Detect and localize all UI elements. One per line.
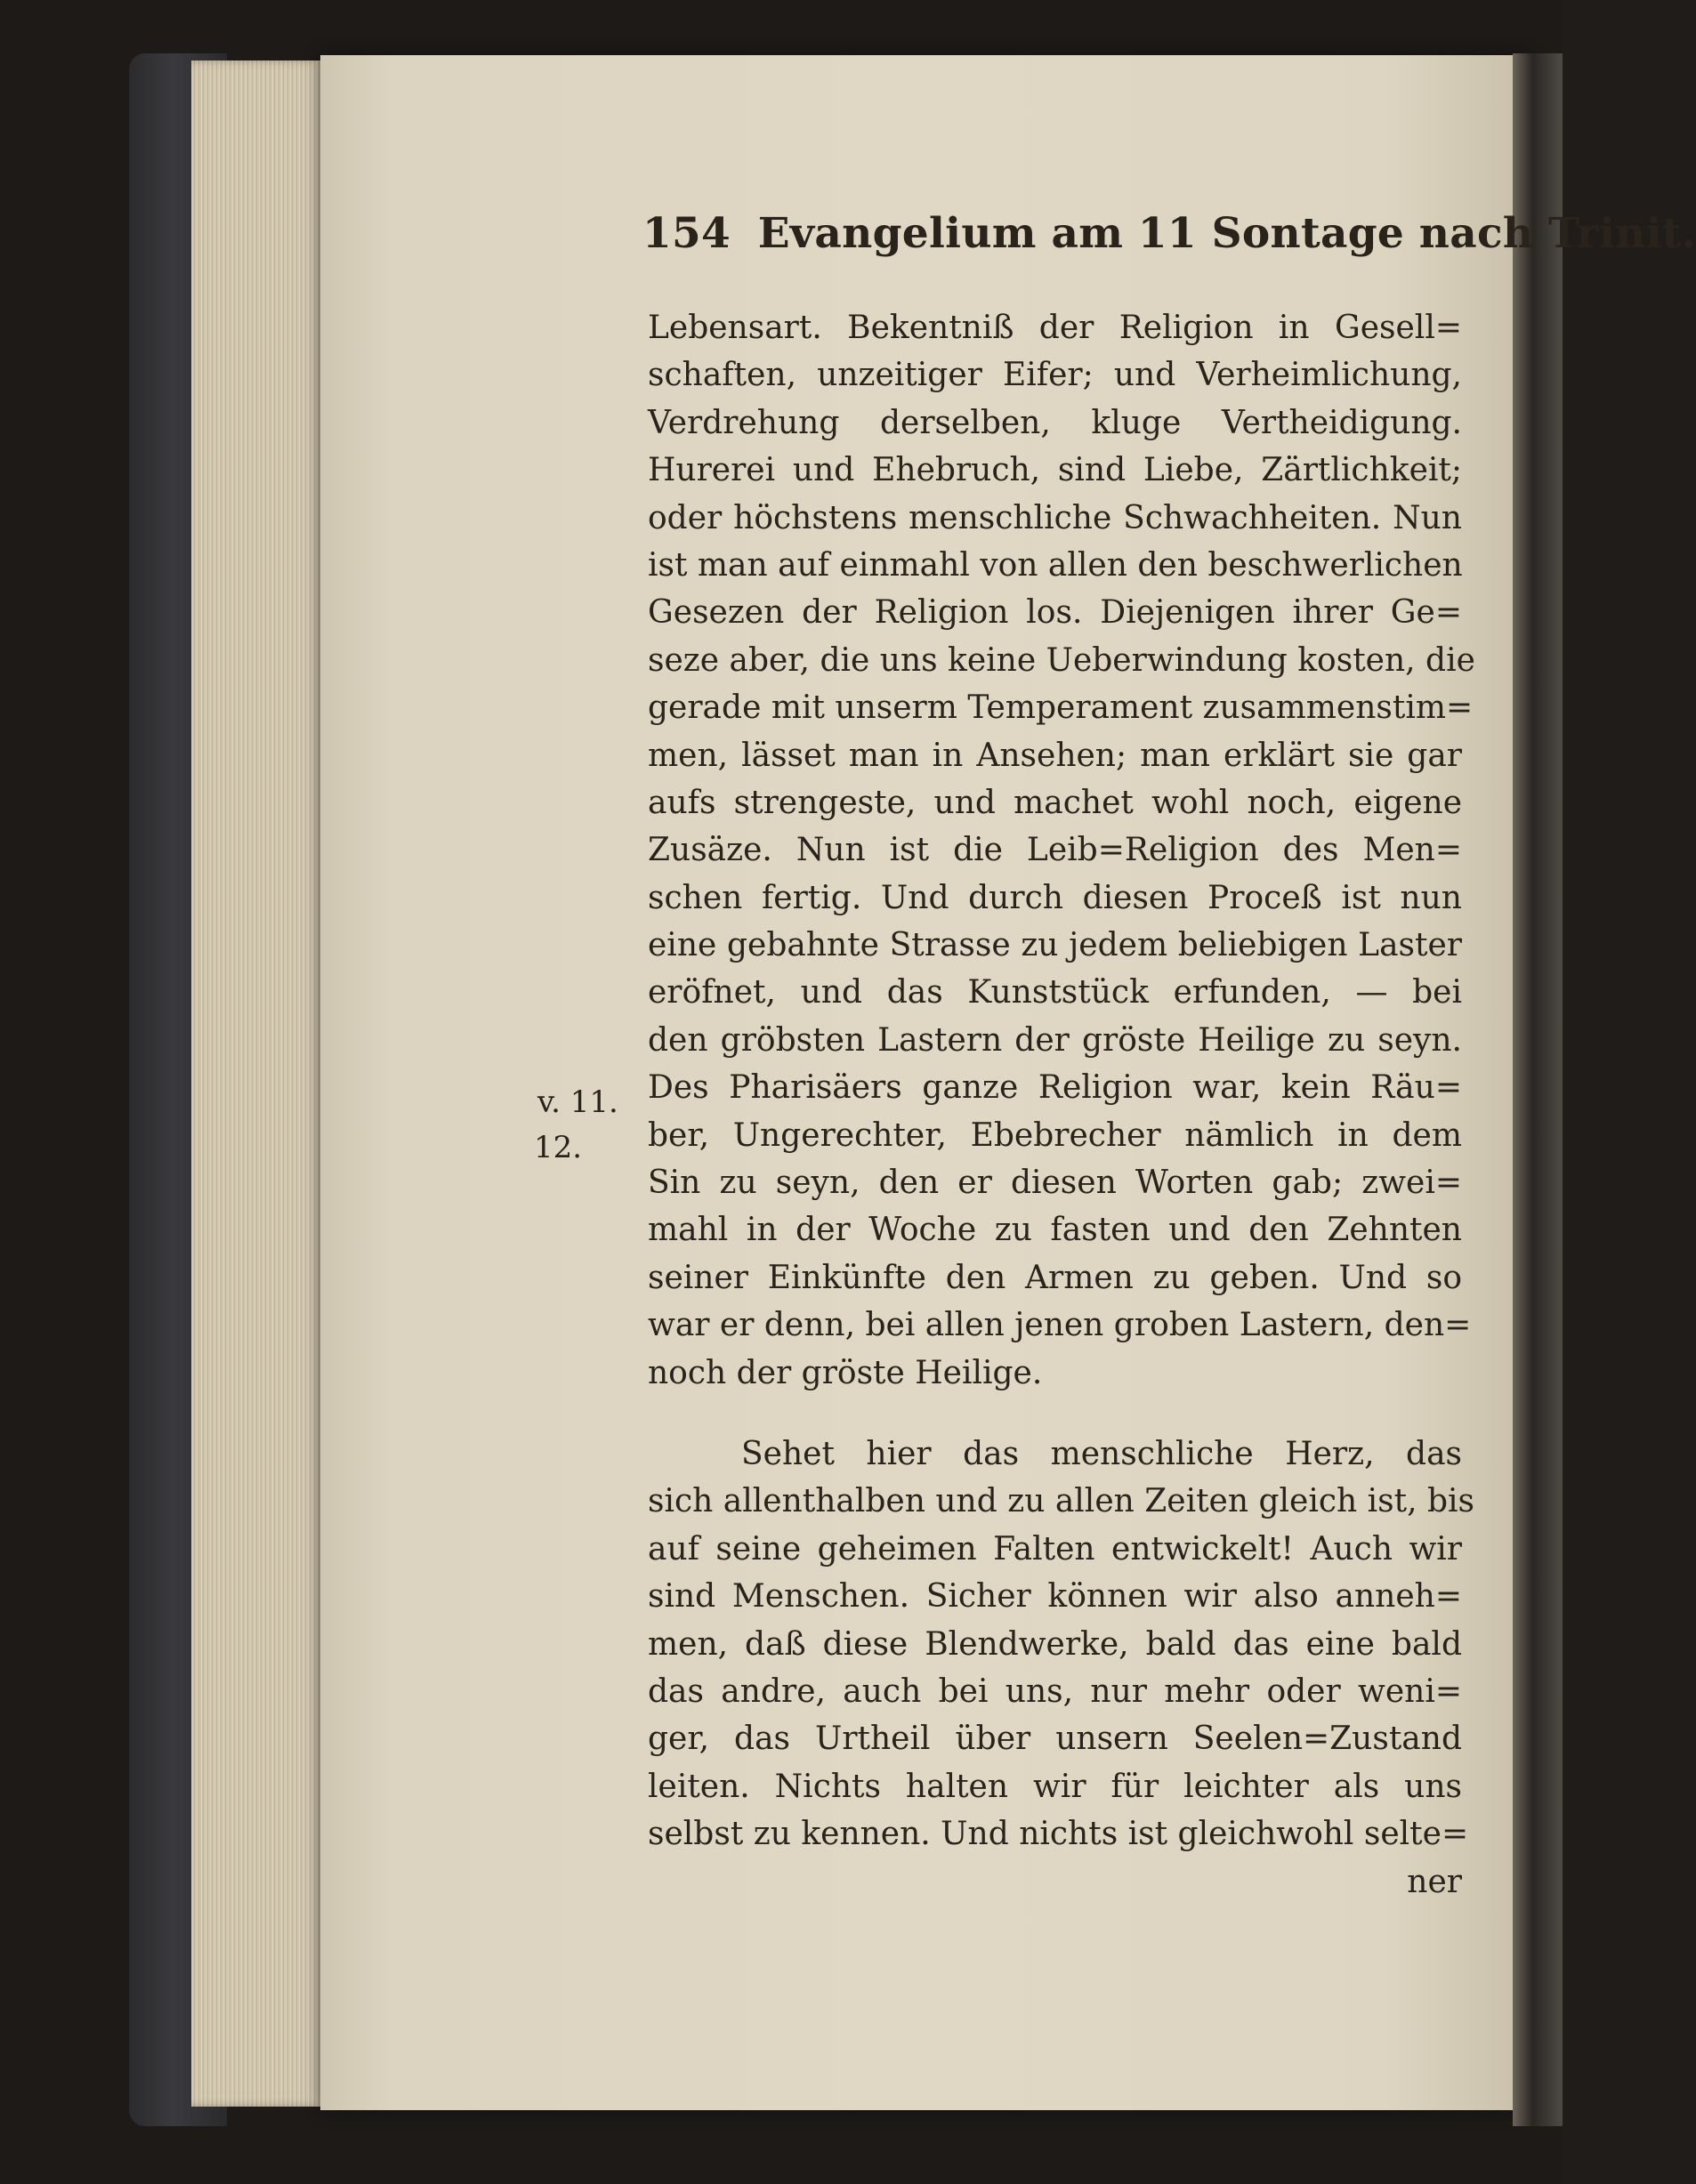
text-line: schen fertig. Und durch diesen Proceß ist nun <box>648 879 1462 916</box>
running-header <box>642 209 1696 262</box>
margin-verse-reference-continued: 12. <box>534 1130 583 1165</box>
text-line: Des Pharisäers ganze Religion war, kein Räu= <box>648 1069 1462 1107</box>
text-line: gerade mit unserm Temperament zusammenstim= <box>648 689 1474 727</box>
text-line: eröfnet, und das Kunststück erfunden, — bei <box>648 974 1462 1011</box>
text-line: Lebensart. Bekentniß der Religion in Gesell= <box>648 310 1462 346</box>
text-line-paragraph-start: Sehet hier das menschliche Herz, das <box>741 1435 1462 1472</box>
margin-verse-reference: v. 11. <box>537 1084 618 1120</box>
text-line: mahl in der Woche zu fasten und den Zehnten <box>648 1212 1462 1249</box>
text-line: noch der gröste Heilige. <box>648 1354 1043 1391</box>
text-line: ber, Ungerechter, Ebebrecher nämlich in dem <box>648 1116 1462 1154</box>
text-line: auf seine geheimen Falten entwickelt! Auch wir <box>648 1530 1462 1567</box>
text-line: men, lässet man in Ansehen; man erklärt sie gar <box>648 737 1462 774</box>
text-line: war er denn, bei allen jenen groben Lastern, den= <box>648 1307 1472 1344</box>
page-number: 154 <box>642 209 731 258</box>
text-line: oder höchstens menschliche Schwachheiten. Nun <box>648 499 1462 536</box>
text-line: aufs strengeste, und machet wohl noch, eigene <box>648 784 1462 821</box>
text-line: das andre, auch bei uns, nur mehr oder weni= <box>648 1672 1462 1710</box>
text-line: Zusäze. Nun ist die Leib=Religion des Men= <box>648 832 1462 869</box>
paragraph-gap <box>648 1397 1462 1430</box>
text-line: Sin zu seyn, den er diesen Worten gab; zwei= <box>648 1165 1462 1202</box>
page-block-edges <box>191 60 325 2107</box>
running-title: Evangelium am 11 Sontage nach Trinit. <box>757 209 1696 258</box>
text-line: Gesezen der Religion los. Diejenigen ihrer Ge= <box>648 594 1462 632</box>
text-line: sind Menschen. Sicher können wir also anneh= <box>648 1578 1462 1616</box>
text-line: Hurerei und Ehebruch, sind Liebe, Zärtlichkeit; <box>648 452 1462 489</box>
catchword: ner <box>1407 1863 1462 1900</box>
text-line: den gröbsten Lastern der gröste Heilige zu seyn. <box>648 1021 1462 1059</box>
text-line: seiner Einkünfte den Armen zu geben. Und so <box>648 1259 1462 1296</box>
text-line: schaften, unzeitiger Eifer; und Verheimlichung, <box>648 357 1462 394</box>
text-line: ist man auf einmahl von allen den beschwerlichen <box>648 546 1463 584</box>
text-line: leiten. Nichts halten wir für leichter als uns <box>648 1768 1462 1805</box>
text-line: men, daß diese Blendwerke, bald das eine bald <box>648 1625 1462 1663</box>
text-line: eine gebahnte Strasse zu jedem beliebigen Laster <box>648 927 1462 964</box>
text-line: Verdrehung derselben, kluge Vertheidigung. <box>648 404 1462 441</box>
body-text <box>648 304 1475 1906</box>
text-line: sich allenthalben und zu allen Zeiten gleich ist, bis <box>648 1483 1475 1520</box>
text-line: seze aber, die uns keine Ueberwindung kosten, die <box>648 641 1475 679</box>
text-line: selbst zu kennen. Und nichts ist gleichwohl selte= <box>648 1816 1469 1853</box>
text-line: ger, das Urtheil über unsern Seelen=Zustand <box>648 1721 1462 1758</box>
book-gutter <box>1513 53 1563 2126</box>
